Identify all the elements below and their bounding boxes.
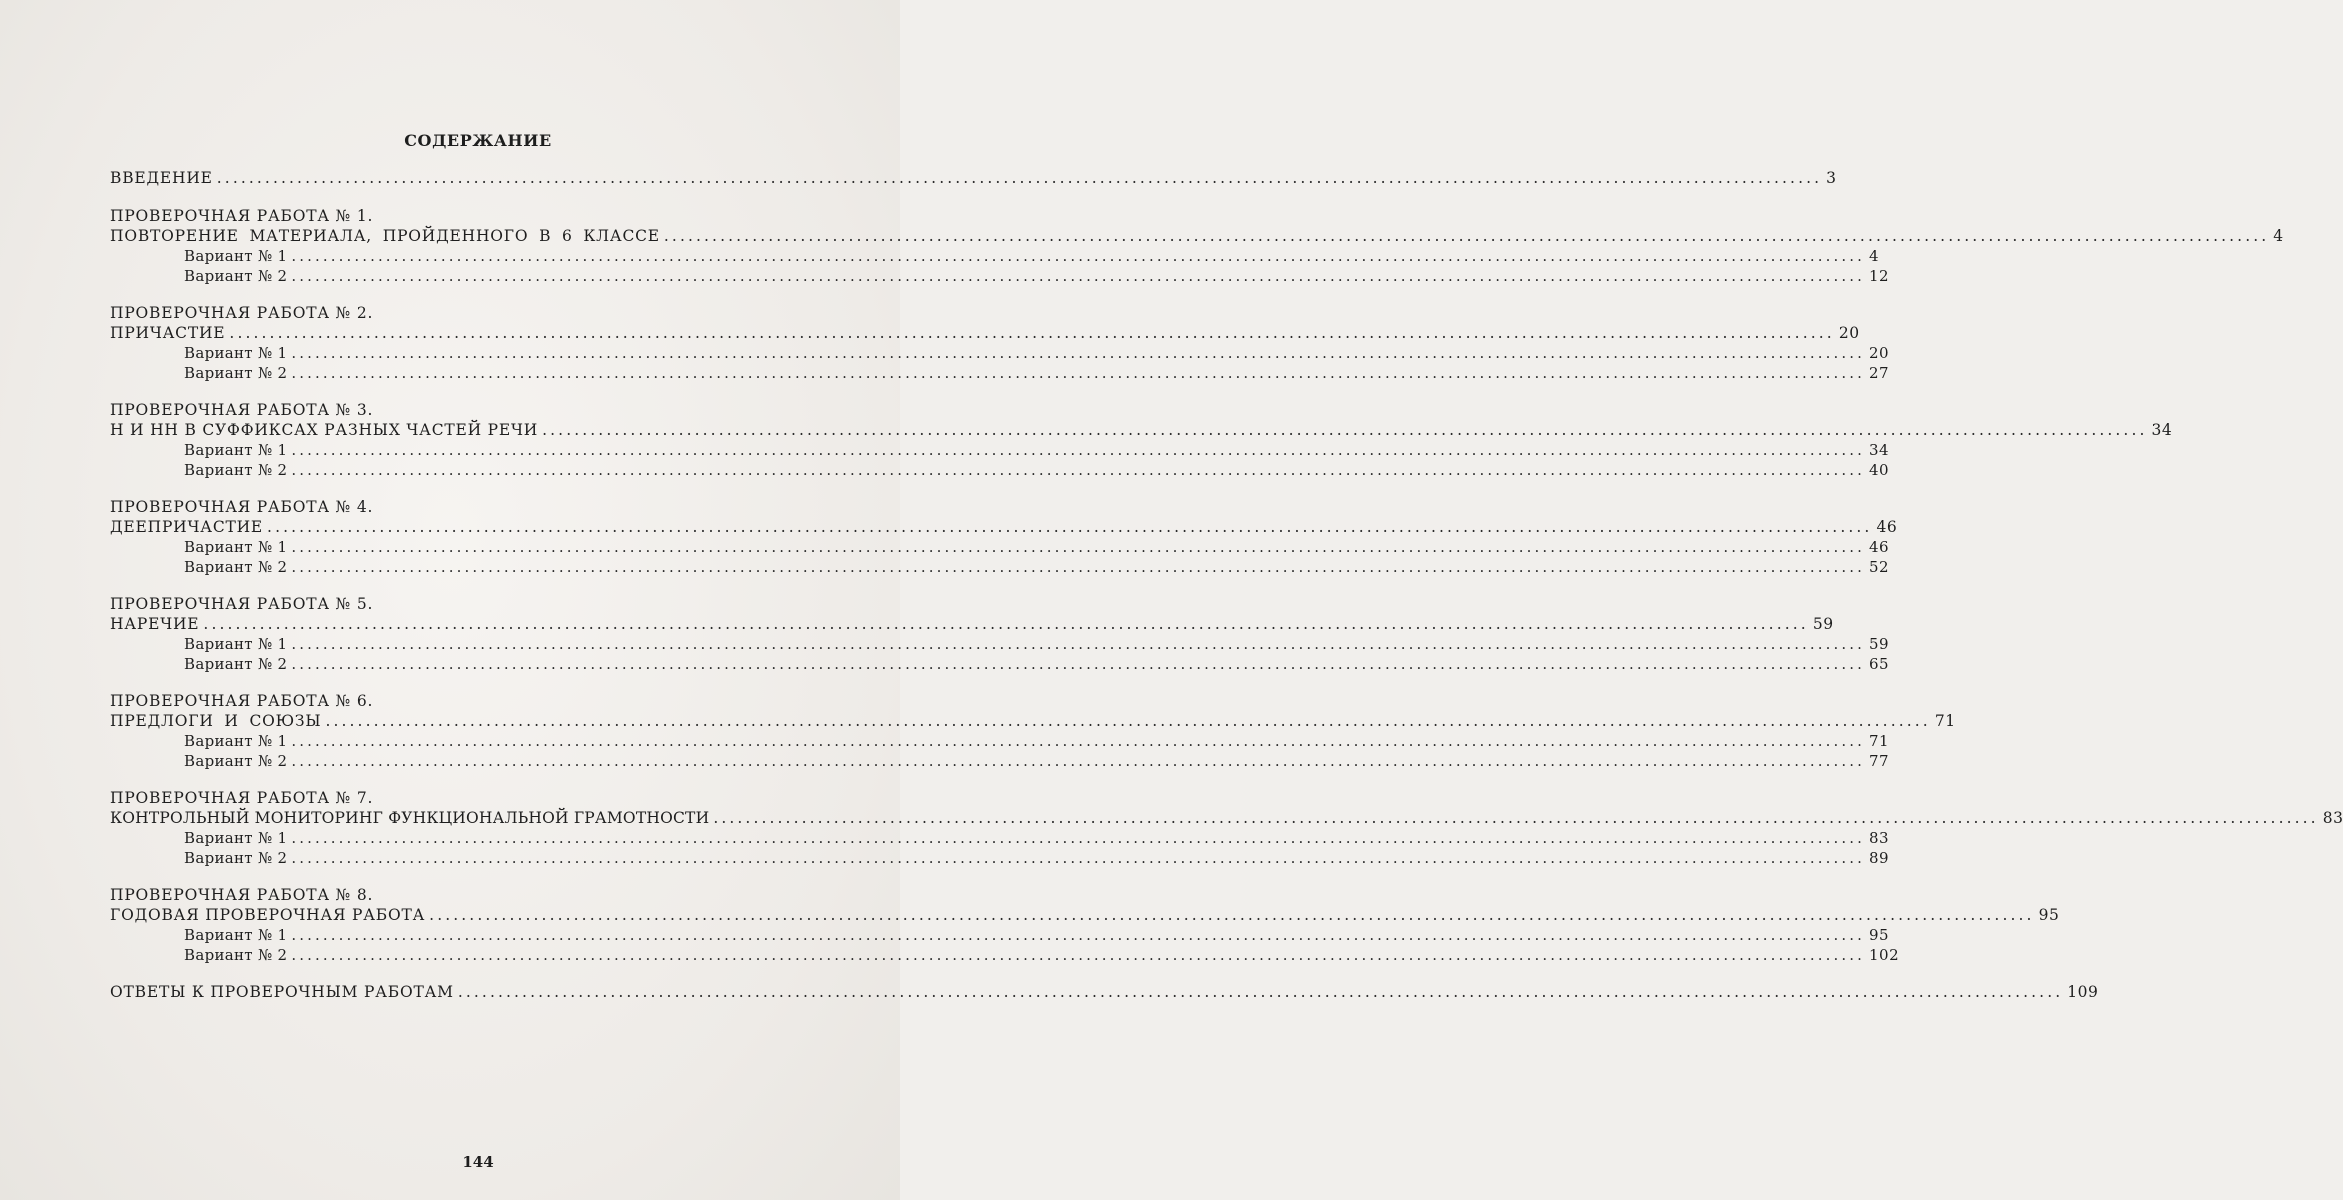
leader-dots: ........................................................................................................................................................................................................ xyxy=(291,946,1866,964)
leader-dots: ........................................................................................................................................................................................................ xyxy=(457,983,2064,1001)
variant-page: 4 xyxy=(1869,247,1880,265)
variant-page: 77 xyxy=(1869,752,1890,770)
toc-entry-variant[interactable] xyxy=(110,828,1890,848)
toc-entry-page: 95 xyxy=(2038,906,2060,924)
variant-label: Вариант № 1 xyxy=(184,732,288,750)
toc-entry-topic[interactable] xyxy=(110,226,2284,246)
variant-label: Вариант № 1 xyxy=(184,344,288,362)
leader-dots: ........................................................................................................................................................................................................ xyxy=(291,461,1866,479)
toc-entry-variant[interactable] xyxy=(110,925,1890,945)
variant-page: 95 xyxy=(1869,926,1890,944)
variant-label: Вариант № 1 xyxy=(184,635,288,653)
variant-label: Вариант № 2 xyxy=(184,558,288,576)
toc-entry-variant[interactable] xyxy=(110,460,1890,480)
leader-dots: ........................................................................................................................................................................................................ xyxy=(542,421,2148,439)
leader-dots: ........................................................................................................................................................................................................ xyxy=(429,906,2035,924)
variant-page: 27 xyxy=(1869,364,1890,382)
toc-entry-label: ПРИЧАСТИЕ xyxy=(110,324,226,342)
toc-entry-variant[interactable] xyxy=(110,751,1890,771)
leader-dots: ........................................................................................................................................................................................................ xyxy=(229,324,1835,342)
toc-entry-page: 4 xyxy=(2273,227,2284,245)
leader-dots: ........................................................................................................................................................................................................ xyxy=(291,732,1866,750)
variant-page: 71 xyxy=(1869,732,1890,750)
toc-entry-page: 109 xyxy=(2067,983,2099,1001)
toc-entry-page: 59 xyxy=(1812,615,1834,633)
variant-page: 59 xyxy=(1869,635,1890,653)
work-heading: ПРОВЕРОЧНАЯ РАБОТА № 8. xyxy=(110,886,374,904)
toc-entry-page: 83 xyxy=(2322,809,2343,827)
work-heading: ПРОВЕРОЧНАЯ РАБОТА № 3. xyxy=(110,401,374,419)
leader-dots: ........................................................................................................................................................................................................ xyxy=(216,169,1823,187)
toc-entry-variant[interactable] xyxy=(110,537,1890,557)
variant-page: 20 xyxy=(1869,344,1890,362)
toc-entry-label: НАРЕЧИЕ xyxy=(110,615,200,633)
variant-label: Вариант № 2 xyxy=(184,946,288,964)
toc-entry-label: ДЕЕПРИЧАСТИЕ xyxy=(110,518,264,536)
toc-entry-variant[interactable] xyxy=(110,363,1890,383)
leader-dots: ........................................................................................................................................................................................................ xyxy=(291,829,1866,847)
toc-entry-page: 46 xyxy=(1876,518,1898,536)
toc-entry-topic[interactable] xyxy=(110,808,2343,828)
toc-entry-label: ГОДОВАЯ ПРОВЕРОЧНАЯ РАБОТА xyxy=(110,906,426,924)
leader-dots: ........................................................................................................................................................................................................ xyxy=(291,344,1866,362)
variant-label: Вариант № 2 xyxy=(184,461,288,479)
leader-dots: ........................................................................................................................................................................................................ xyxy=(291,558,1866,576)
toc-entry-page: 71 xyxy=(1934,712,1956,730)
work-heading: ПРОВЕРОЧНАЯ РАБОТА № 2. xyxy=(110,304,374,322)
work-heading: ПРОВЕРОЧНАЯ РАБОТА № 7. xyxy=(110,789,374,807)
toc-entry-variant[interactable] xyxy=(110,945,1900,965)
variant-page: 12 xyxy=(1869,267,1890,285)
toc-entry-variant[interactable] xyxy=(110,654,1890,674)
toc-entry-label: ОТВЕТЫ К ПРОВЕРОЧНЫМ РАБОТАМ xyxy=(110,983,454,1001)
leader-dots: ........................................................................................................................................................................................................ xyxy=(291,364,1866,382)
leader-dots: ........................................................................................................................................................................................................ xyxy=(203,615,1809,633)
toc-entry-variant[interactable] xyxy=(110,634,1890,654)
toc-entry-topic[interactable] xyxy=(110,323,1860,343)
work-heading: ПРОВЕРОЧНАЯ РАБОТА № 4. xyxy=(110,498,374,516)
leader-dots: ........................................................................................................................................................................................................ xyxy=(291,247,1866,265)
toc-entry-page: 20 xyxy=(1838,324,1860,342)
variant-label: Вариант № 1 xyxy=(184,247,288,265)
leader-dots: ........................................................................................................................................................................................................ xyxy=(267,518,1873,536)
toc-entry-label: ПРЕДЛОГИ И СОЮЗЫ xyxy=(110,712,322,730)
leader-dots: ........................................................................................................................................................................................................ xyxy=(291,926,1866,944)
toc-entry-page: 3 xyxy=(1826,169,1837,187)
variant-page: 65 xyxy=(1869,655,1890,673)
toc-entry-variant[interactable] xyxy=(110,343,1890,363)
variant-page: 89 xyxy=(1869,849,1890,867)
leader-dots: ........................................................................................................................................................................................................ xyxy=(291,267,1866,285)
toc-entry-topic[interactable] xyxy=(110,711,1956,731)
toc-entry-intro[interactable] xyxy=(110,168,1837,188)
variant-page: 34 xyxy=(1869,441,1890,459)
leader-dots: ........................................................................................................................................................................................................ xyxy=(291,635,1866,653)
leader-dots: ........................................................................................................................................................................................................ xyxy=(291,752,1866,770)
toc-entry-page: 34 xyxy=(2151,421,2173,439)
toc-entry-topic[interactable] xyxy=(110,905,2060,925)
leader-dots: ........................................................................................................................................................................................................ xyxy=(291,538,1866,556)
page-title: СОДЕРЖАНИЕ xyxy=(404,131,552,150)
toc-entry-label: КОНТРОЛЬНЫЙ МОНИТОРИНГ ФУНКЦИОНАЛЬНОЙ ГРАМОТНОСТИ xyxy=(110,809,710,827)
variant-label: Вариант № 2 xyxy=(184,752,288,770)
toc-entry-variant[interactable] xyxy=(110,557,1890,577)
table-of-contents xyxy=(110,168,2343,1002)
variant-page: 52 xyxy=(1869,558,1890,576)
variant-label: Вариант № 1 xyxy=(184,926,288,944)
variant-page: 46 xyxy=(1869,538,1890,556)
variant-label: Вариант № 2 xyxy=(184,267,288,285)
toc-entry-label: Н И НН В СУФФИКСАХ РАЗНЫХ ЧАСТЕЙ РЕЧИ xyxy=(110,421,539,439)
toc-entry-variant[interactable] xyxy=(110,731,1890,751)
work-heading: ПРОВЕРОЧНАЯ РАБОТА № 1. xyxy=(110,207,374,225)
page-number: 144 xyxy=(462,1153,494,1171)
variant-label: Вариант № 1 xyxy=(184,829,288,847)
leader-dots: ........................................................................................................................................................................................................ xyxy=(325,712,1931,730)
toc-entry-variant[interactable] xyxy=(110,266,1890,286)
variant-label: Вариант № 1 xyxy=(184,441,288,459)
variant-page: 83 xyxy=(1869,829,1890,847)
leader-dots: ........................................................................................................................................................................................................ xyxy=(713,809,2319,827)
toc-entry-variant[interactable] xyxy=(110,440,1890,460)
toc-entry-topic[interactable] xyxy=(110,614,1834,634)
variant-label: Вариант № 2 xyxy=(184,655,288,673)
variant-page: 40 xyxy=(1869,461,1890,479)
work-heading: ПРОВЕРОЧНАЯ РАБОТА № 6. xyxy=(110,692,374,710)
toc-entry-variant[interactable] xyxy=(110,246,1880,266)
leader-dots: ........................................................................................................................................................................................................ xyxy=(291,441,1866,459)
toc-entry-topic[interactable] xyxy=(110,420,2173,440)
toc-entry-topic[interactable] xyxy=(110,517,1898,537)
variant-label: Вариант № 2 xyxy=(184,849,288,867)
variant-page: 102 xyxy=(1869,946,1900,964)
leader-dots: ........................................................................................................................................................................................................ xyxy=(291,655,1866,673)
variant-label: Вариант № 1 xyxy=(184,538,288,556)
toc-entry-answers[interactable] xyxy=(110,982,2099,1002)
work-heading: ПРОВЕРОЧНАЯ РАБОТА № 5. xyxy=(110,595,374,613)
toc-entry-label: ВВЕДЕНИЕ xyxy=(110,169,213,187)
toc-entry-variant[interactable] xyxy=(110,848,1890,868)
leader-dots: ........................................................................................................................................................................................................ xyxy=(663,227,2270,245)
variant-label: Вариант № 2 xyxy=(184,364,288,382)
toc-entry-label: ПОВТОРЕНИЕ МАТЕРИАЛА, ПРОЙДЕННОГО В 6 КЛАССЕ xyxy=(110,227,660,245)
leader-dots: ........................................................................................................................................................................................................ xyxy=(291,849,1866,867)
